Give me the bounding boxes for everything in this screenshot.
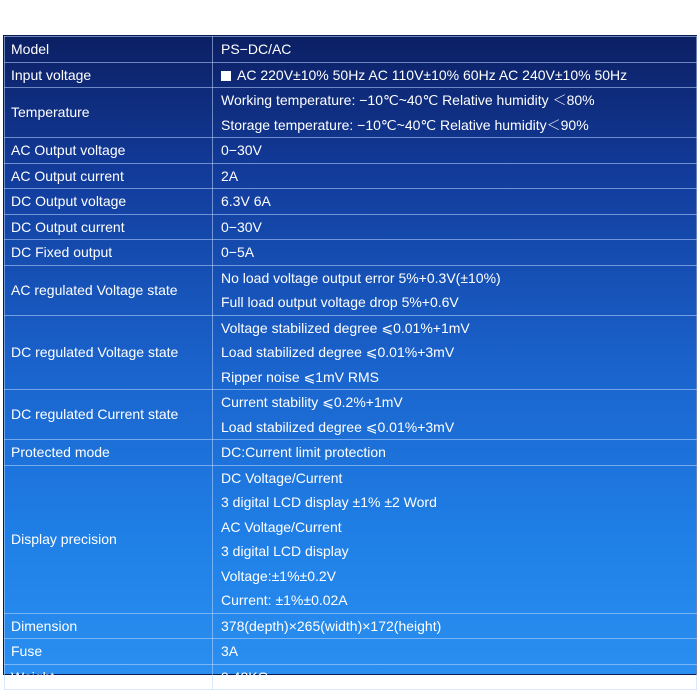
spec-value-line bbox=[221, 564, 690, 589]
spec-value-line bbox=[221, 440, 690, 465]
spec-value-line bbox=[221, 340, 690, 365]
spec-value-text: Voltage:±1%±0.2V bbox=[221, 567, 337, 584]
spec-value-line bbox=[221, 539, 690, 564]
spec-value-line bbox=[221, 138, 690, 163]
spec-value bbox=[213, 639, 697, 665]
table-row bbox=[5, 240, 697, 266]
spec-value-text: Load stabilized degree ⩽0.01%+3mV bbox=[221, 344, 455, 360]
spec-value-text: Storage temperature: −10℃~40℃ Relative humidity＜90% bbox=[221, 116, 589, 133]
spec-label: AC Output voltage bbox=[5, 138, 213, 164]
spec-value-line bbox=[221, 63, 690, 88]
table-row bbox=[5, 390, 697, 440]
spec-value-text: Full load output voltage drop 5%+0.6V bbox=[221, 294, 459, 310]
spec-label: Protected mode bbox=[5, 440, 213, 466]
spec-value-text: AC Voltage/Current bbox=[221, 518, 342, 535]
spec-value bbox=[213, 465, 697, 613]
spec-value bbox=[213, 390, 697, 440]
spec-value-text: 2A bbox=[221, 167, 239, 184]
table-row bbox=[5, 163, 697, 189]
spec-value-line bbox=[221, 365, 690, 390]
spec-value-line bbox=[221, 665, 690, 690]
spec-value-line bbox=[221, 614, 690, 639]
spec-label: Temperature bbox=[5, 88, 213, 138]
spec-label: Model bbox=[5, 37, 213, 63]
spec-value-line bbox=[221, 189, 690, 214]
spec-value-text: AC 220V±10% 50Hz AC 110V±10% 60Hz AC 240V±10% 50Hz bbox=[237, 66, 628, 83]
spec-value-text: 378(depth)×265(width)×172(height) bbox=[221, 617, 442, 634]
spec-value-text: 3A bbox=[221, 643, 239, 659]
table-row bbox=[5, 664, 697, 690]
spec-value-line bbox=[221, 164, 690, 189]
table-row bbox=[5, 265, 697, 315]
spec-panel bbox=[4, 36, 696, 685]
spec-label: AC regulated Voltage state bbox=[5, 265, 213, 315]
spec-value bbox=[213, 440, 697, 466]
spec-value-line bbox=[221, 466, 690, 491]
spec-value bbox=[213, 214, 697, 240]
spec-value bbox=[213, 189, 697, 215]
spec-value-text: Ripper noise ⩽1mV RMS bbox=[221, 368, 380, 385]
spec-value-line bbox=[221, 290, 690, 315]
spec-value bbox=[213, 240, 697, 266]
spec-table-body bbox=[5, 37, 697, 690]
spec-label: Fuse bbox=[5, 639, 213, 665]
spec-value-line bbox=[221, 515, 690, 540]
table-row bbox=[5, 37, 697, 63]
spec-value-text: 9.48KG bbox=[221, 668, 269, 685]
spec-value-text: 6.3V 6A bbox=[221, 193, 271, 209]
spec-value-text: DC:Current limit protection bbox=[221, 444, 386, 460]
spec-value bbox=[213, 37, 697, 63]
spec-label: DC Output current bbox=[5, 214, 213, 240]
spec-value-text: 0−5A bbox=[221, 244, 255, 260]
spec-value-line bbox=[221, 316, 690, 341]
table-row bbox=[5, 138, 697, 164]
spec-value bbox=[213, 62, 697, 88]
spec-value-text: Voltage stabilized degree ⩽0.01%+1mV bbox=[221, 319, 470, 336]
spec-value-line bbox=[221, 266, 690, 291]
table-row bbox=[5, 315, 697, 390]
spec-table bbox=[4, 36, 697, 690]
spec-value-text: 3 digital LCD display bbox=[221, 543, 349, 559]
spec-value-text: 3 digital LCD display ±1% ±2 Word bbox=[221, 494, 437, 510]
spec-value bbox=[213, 265, 697, 315]
table-row bbox=[5, 465, 697, 613]
spec-value-line bbox=[221, 639, 690, 664]
spec-value-line bbox=[221, 588, 690, 613]
spec-label: Display precision bbox=[5, 465, 213, 613]
spec-label: DC Output voltage bbox=[5, 189, 213, 215]
spec-value bbox=[213, 664, 697, 690]
spec-value-line bbox=[221, 415, 690, 440]
spec-value-text: 0−30V bbox=[221, 142, 262, 158]
spec-value-line bbox=[221, 88, 690, 113]
spec-label: Input voltage bbox=[5, 62, 213, 88]
spec-value bbox=[213, 138, 697, 164]
table-row bbox=[5, 440, 697, 466]
spec-value-text: Current stability ⩽0.2%+1mV bbox=[221, 394, 403, 410]
spec-value-line bbox=[221, 37, 690, 62]
spec-value bbox=[213, 613, 697, 639]
table-row bbox=[5, 189, 697, 215]
spec-label: DC Fixed output bbox=[5, 240, 213, 266]
table-row bbox=[5, 88, 697, 138]
spec-value-text: Load stabilized degree ⩽0.01%+3mV bbox=[221, 418, 455, 435]
spec-value-line bbox=[221, 215, 690, 240]
spec-value-line bbox=[221, 240, 690, 265]
spec-value-text: DC Voltage/Current bbox=[221, 469, 343, 486]
spec-value bbox=[213, 88, 697, 138]
spec-value-line bbox=[221, 113, 690, 138]
spec-value-line bbox=[221, 490, 690, 515]
table-row bbox=[5, 613, 697, 639]
spec-label: DC regulated Current state bbox=[5, 390, 213, 440]
spec-value-text: No load voltage output error 5%+0.3V(±10%) bbox=[221, 269, 501, 286]
spec-value bbox=[213, 315, 697, 390]
spec-value-text: Working temperature: −10℃~40℃ Relative humidity ＜80% bbox=[221, 92, 595, 108]
table-row bbox=[5, 214, 697, 240]
spec-value-text: 0−30V bbox=[221, 218, 262, 235]
spec-value-text: PS−DC/AC bbox=[221, 41, 292, 57]
spec-value-line bbox=[221, 390, 690, 415]
square-bullet-icon bbox=[221, 71, 231, 81]
spec-value-text: Current: ±1%±0.02A bbox=[221, 592, 348, 608]
spec-label: Weight bbox=[5, 664, 213, 690]
spec-label: DC regulated Voltage state bbox=[5, 315, 213, 390]
table-row bbox=[5, 62, 697, 88]
table-row bbox=[5, 639, 697, 665]
spec-label: AC Output current bbox=[5, 163, 213, 189]
spec-label: Dimension bbox=[5, 613, 213, 639]
spec-value bbox=[213, 163, 697, 189]
